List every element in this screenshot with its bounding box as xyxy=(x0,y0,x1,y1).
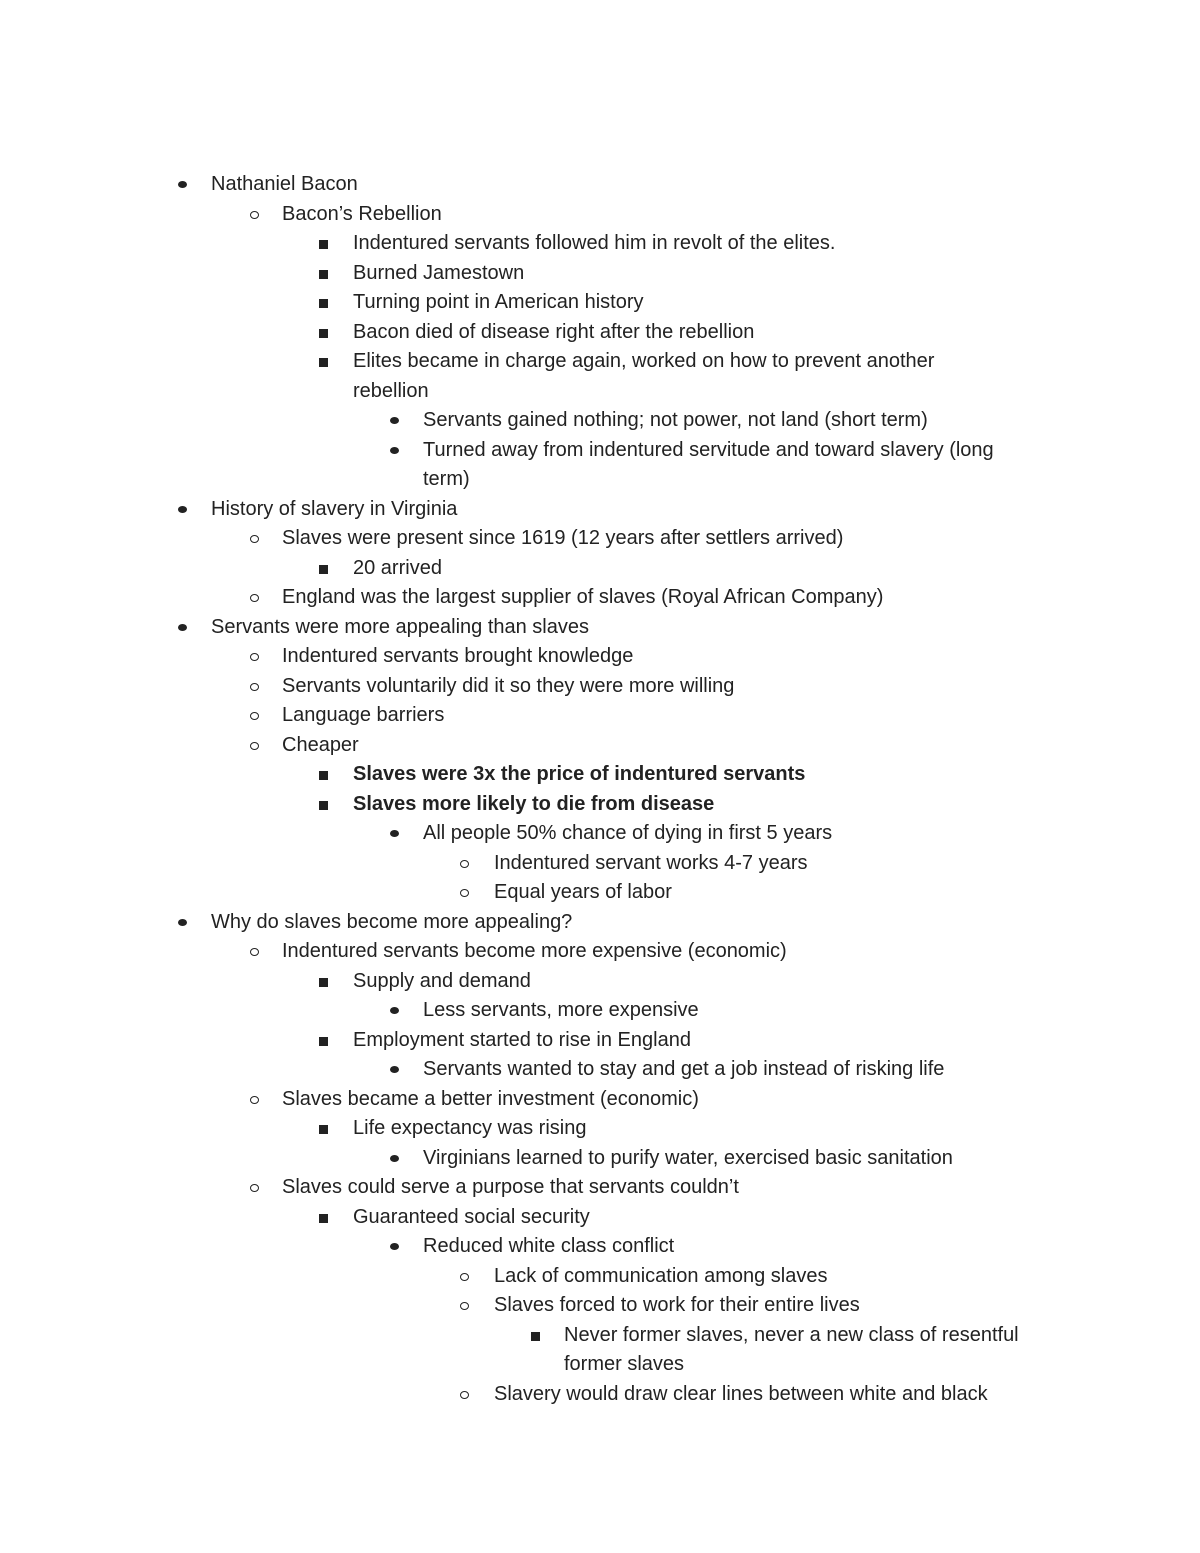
outline-item-text: Supply and demand xyxy=(353,969,531,992)
bullet-disc-icon xyxy=(390,1243,399,1250)
bullet-square-icon xyxy=(319,270,328,279)
outline-item-text: Burned Jamestown xyxy=(353,261,525,284)
outline-item-text: Servants gained nothing; not power, not land (short term) xyxy=(423,409,928,431)
outline-item-text: Reduced white class conflict xyxy=(423,1235,675,1257)
outline-item-level-3 xyxy=(0,436,1043,495)
outline-item-level-2 xyxy=(0,1026,993,1056)
outline-item-text: Lack of communication among slaves xyxy=(494,1264,828,1287)
outline-item-level-0 xyxy=(0,495,1051,525)
outline-item-level-4 xyxy=(0,1262,1054,1292)
bullet-square-icon xyxy=(319,978,328,987)
bullet-square-icon xyxy=(531,1332,540,1341)
outline-item-text: Slaves were present since 1619 (12 years after settlers arrived) xyxy=(282,527,844,549)
outline-item-text: Guaranteed social security xyxy=(353,1205,590,1228)
bullet-circle-icon xyxy=(460,889,469,897)
outline-item-level-1 xyxy=(0,1085,1052,1115)
bullet-circle-icon xyxy=(250,653,259,661)
outline-item-text: Slaves could serve a purpose that servants couldn’t xyxy=(282,1176,739,1198)
bullet-disc-icon xyxy=(390,830,399,837)
outline-item-text: Indentured servants followed him in revolt of the elites. xyxy=(353,232,836,254)
outline-item-level-1 xyxy=(0,642,1052,672)
outline-item-text: England was the largest supplier of slaves (Royal African Company) xyxy=(282,586,884,608)
bullet-circle-icon xyxy=(250,594,259,602)
bullet-circle-icon xyxy=(250,948,259,956)
outline-item-text: Life expectancy was rising xyxy=(353,1117,587,1139)
outline-item-level-1 xyxy=(0,583,1052,613)
bullet-square-icon xyxy=(319,358,328,367)
bullet-circle-icon xyxy=(250,1184,259,1192)
outline-item-text: Slaves forced to work for their entire lives xyxy=(494,1294,860,1316)
outline-item-level-2 xyxy=(0,554,993,584)
outline-item-level-4 xyxy=(0,1380,1054,1410)
outline-item-text: Equal years of labor xyxy=(494,881,672,903)
outline-item-level-2 xyxy=(0,259,993,289)
outline-item-level-0 xyxy=(0,170,1051,200)
bullet-square-icon xyxy=(319,240,328,249)
outline-item-text: Why do slaves become more appealing? xyxy=(211,910,573,933)
outline-item-level-2 xyxy=(0,1114,993,1144)
outline-item-text: History of slavery in Virginia xyxy=(211,497,458,520)
outline-item-text: Servants were more appealing than slaves xyxy=(211,615,589,638)
outline-item-level-0 xyxy=(0,908,1051,938)
outline-item-text: All people 50% chance of dying in first 5 years xyxy=(423,822,833,844)
bullet-circle-icon xyxy=(460,1273,469,1281)
outline-item-text: Employment started to rise in England xyxy=(353,1028,691,1051)
bullet-circle-icon xyxy=(460,1302,469,1310)
outline-item-text: Slaves became a better investment (economic) xyxy=(282,1087,699,1110)
bullet-circle-icon xyxy=(250,1096,259,1104)
outline-item-level-1 xyxy=(0,524,1052,554)
outline-item-level-2 xyxy=(0,318,993,348)
outline-item-text: Servants voluntarily did it so they were more willing xyxy=(282,674,735,697)
outline-item-level-4 xyxy=(0,1291,1054,1321)
bullet-circle-icon xyxy=(250,211,259,219)
bullet-circle-icon xyxy=(460,860,469,868)
outline-item-level-2 xyxy=(0,347,993,406)
outline-item-text: Slaves were 3x the price of indentured servants xyxy=(353,763,806,785)
outline-item-text: Indentured servants become more expensive (economic) xyxy=(282,940,787,962)
outline-item-text: Turning point in American history xyxy=(353,291,644,313)
outline-item-text: Slavery would draw clear lines between white and black xyxy=(494,1382,988,1405)
bullet-square-icon xyxy=(319,565,328,574)
outline-item-level-3 xyxy=(0,1144,1043,1174)
outline-item-text: Indentured servant works 4-7 years xyxy=(494,851,808,874)
outline-item-level-2 xyxy=(0,760,993,790)
outline-item-level-3 xyxy=(0,1055,1043,1085)
outline-item-level-1 xyxy=(0,937,1052,967)
bullet-square-icon xyxy=(319,801,328,810)
outline-item-text: Cheaper xyxy=(282,733,359,756)
outline-item-level-3 xyxy=(0,996,1043,1026)
bullet-circle-icon xyxy=(460,1391,469,1399)
bullet-disc-icon xyxy=(390,1066,399,1073)
bullet-disc-icon xyxy=(178,624,187,631)
outline-item-level-1 xyxy=(0,200,1052,230)
outline-item-level-1 xyxy=(0,731,1052,761)
outline-item-level-4 xyxy=(0,849,1054,879)
outline-item-text: Servants wanted to stay and get a job instead of risking life xyxy=(423,1058,945,1080)
outline-item-text: 20 arrived xyxy=(353,556,442,579)
document-body xyxy=(0,170,1200,1409)
bullet-square-icon xyxy=(319,771,328,780)
outline-item-text: Bacon died of disease right after the rebellion xyxy=(353,320,755,343)
outline-item-level-2 xyxy=(0,229,993,259)
outline-item-level-2 xyxy=(0,967,993,997)
bullet-disc-icon xyxy=(178,919,187,926)
outline-item-level-3 xyxy=(0,406,1043,436)
bullet-disc-icon xyxy=(390,1007,399,1014)
bullet-square-icon xyxy=(319,329,328,338)
outline-item-level-5 xyxy=(0,1321,1059,1380)
bullet-square-icon xyxy=(319,1037,328,1046)
outline-item-level-3 xyxy=(0,819,1043,849)
outline-item-text: Indentured servants brought knowledge xyxy=(282,645,634,667)
outline-item-level-2 xyxy=(0,1203,993,1233)
outline-item-level-2 xyxy=(0,790,993,820)
bullet-circle-icon xyxy=(250,683,259,691)
outline-item-text: Never former slaves, never a new class of resentful former slaves xyxy=(564,1323,1019,1375)
bullet-square-icon xyxy=(319,299,328,308)
outline-item-level-3 xyxy=(0,1232,1043,1262)
outline-item-text: Slaves more likely to die from disease xyxy=(353,792,715,815)
bullet-circle-icon xyxy=(250,535,259,543)
outline-item-text: Turned away from indentured servitude and toward slavery (long term) xyxy=(423,438,994,490)
bullet-disc-icon xyxy=(178,506,187,513)
bullet-disc-icon xyxy=(178,181,187,188)
outline-item-level-2 xyxy=(0,288,993,318)
bullet-square-icon xyxy=(319,1125,328,1134)
outline-item-level-1 xyxy=(0,672,1052,702)
outline-item-text: Bacon’s Rebellion xyxy=(282,202,442,225)
bullet-disc-icon xyxy=(390,417,399,424)
outline-item-level-0 xyxy=(0,613,1051,643)
bullet-disc-icon xyxy=(390,447,399,454)
bullet-disc-icon xyxy=(390,1155,399,1162)
outline-item-text: Language barriers xyxy=(282,704,445,726)
outline-item-level-4 xyxy=(0,878,1054,908)
bullet-circle-icon xyxy=(250,742,259,750)
bullet-circle-icon xyxy=(250,712,259,720)
outline-item-level-1 xyxy=(0,1173,1052,1203)
outline-item-text: Elites became in charge again, worked on how to prevent another rebellion xyxy=(353,350,935,402)
outline-item-level-1 xyxy=(0,701,1052,731)
outline-item-text: Nathaniel Bacon xyxy=(211,173,358,195)
outline-item-text: Virginians learned to purify water, exercised basic sanitation xyxy=(423,1146,953,1169)
outline-item-text: Less servants, more expensive xyxy=(423,999,699,1021)
bullet-square-icon xyxy=(319,1214,328,1223)
